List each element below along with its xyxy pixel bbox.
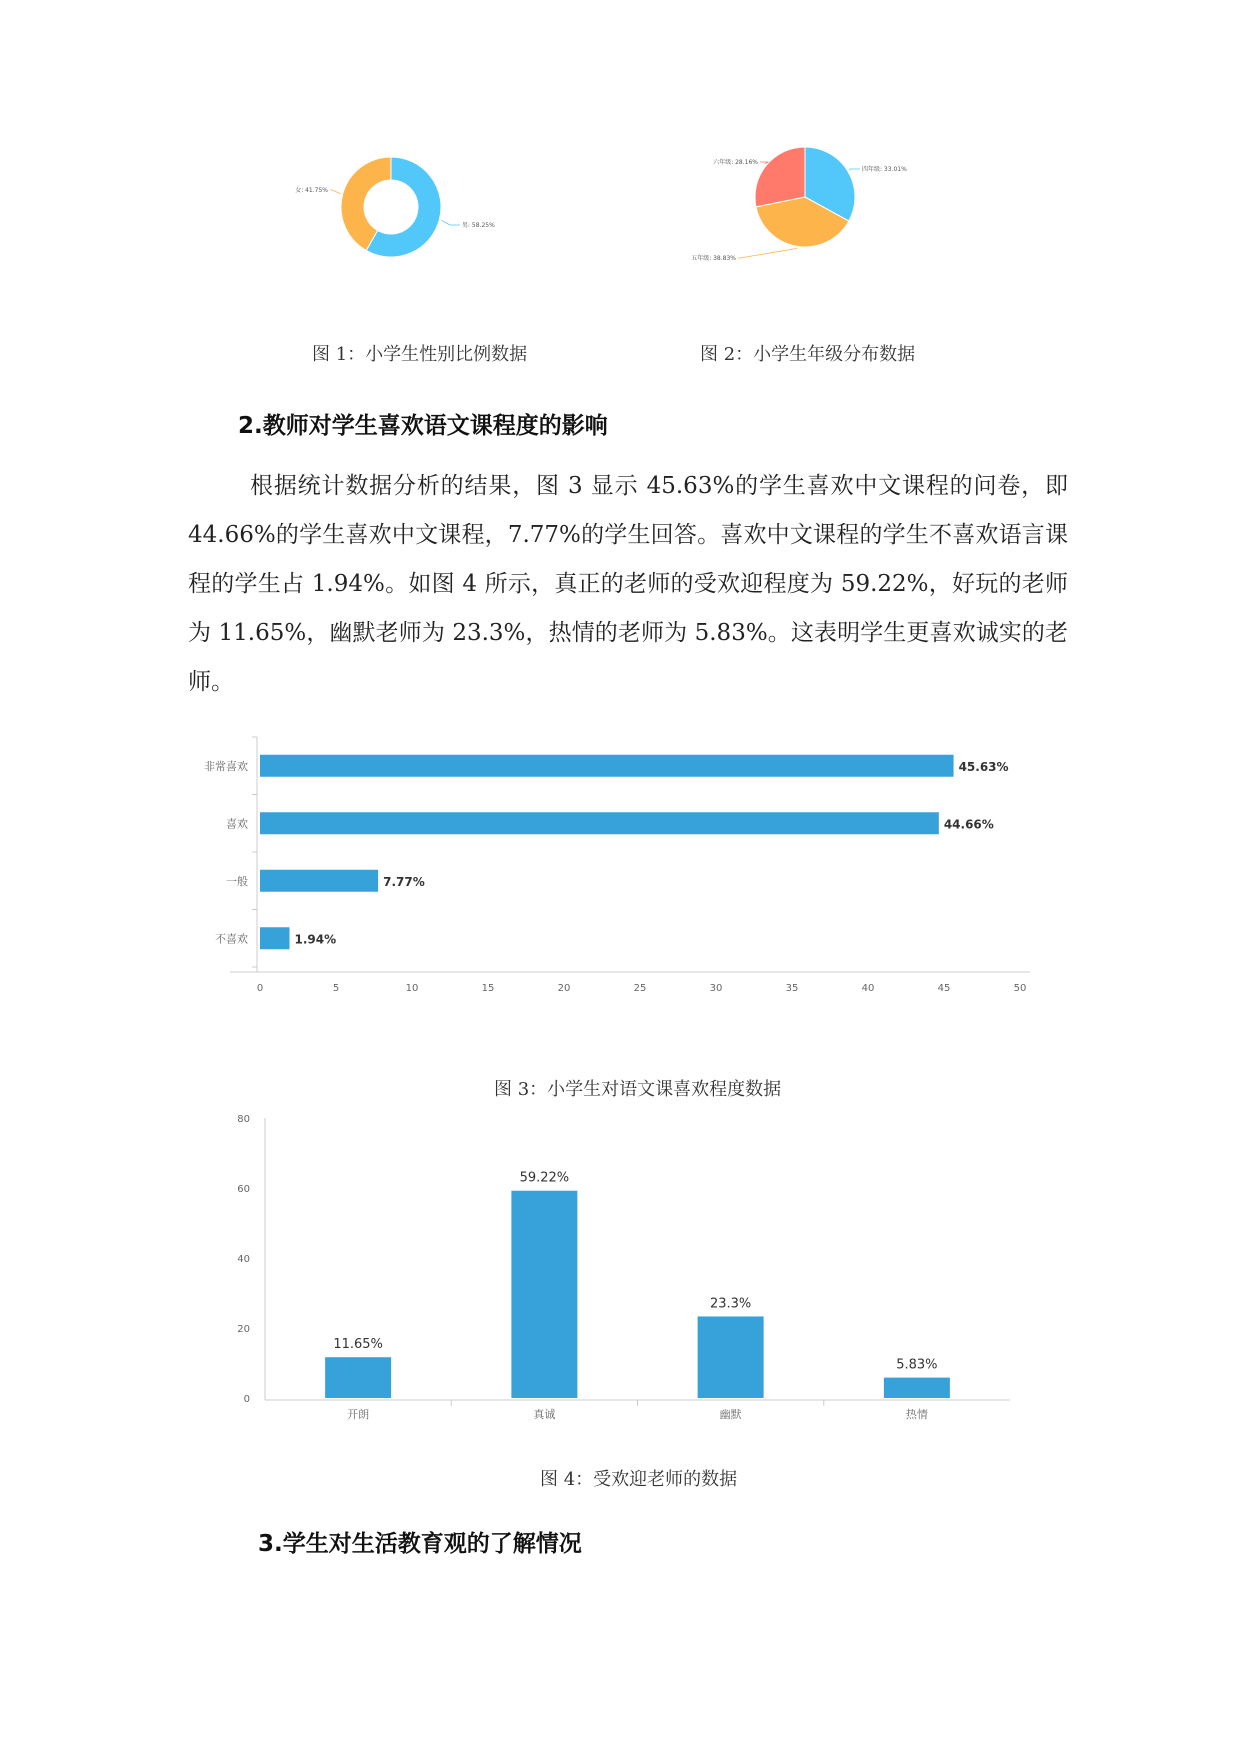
x-tick-label: 35: [785, 983, 799, 994]
bar: [260, 755, 954, 777]
data-label: 11.65%: [333, 1337, 383, 1353]
x-tick-label: 10: [405, 983, 419, 994]
bar: [260, 870, 378, 892]
figure-2-caption: 图 2：小学生年级分布数据: [700, 344, 916, 365]
paragraph-text: 根据统计数据分析的结果，图 3 显示 45.63%的学生喜欢中文课程的问卷，即 44.66%的学生喜欢中文课程，7.77%的学生回答。喜欢中文课程的学生不喜欢语言课程的学生占 1.94%。如图 4 所示，真正的老师的受欢迎程度为 59.22%，好玩的老师为 11.65%，幽默老师为 23.3%，热情的老师为 5.83%。这表明学生更喜欢诚实的老师。: [188, 473, 1068, 695]
x-tick-label: 5: [332, 983, 340, 994]
x-tick-label: 25: [633, 983, 647, 994]
x-tick-label: 45: [937, 983, 951, 994]
figure-4-caption: 图 4：受欢迎老师的数据: [540, 1469, 738, 1490]
y-tick-label: 20: [237, 1324, 250, 1335]
section-3-heading: 3.学生对生活教育观的了解情况: [258, 1531, 582, 1557]
category-label: 喜欢: [226, 817, 248, 831]
data-label: 45.63%: [958, 759, 1009, 774]
bar: [325, 1357, 391, 1398]
category-label: 热情: [905, 1408, 928, 1421]
pie-slice-label: 六年级: 28.16%: [713, 159, 758, 166]
y-tick-label: 60: [237, 1184, 250, 1195]
bar: [511, 1191, 577, 1398]
x-tick-label: 30: [709, 983, 723, 994]
pie-slice-label: 女: 41.75%: [295, 187, 328, 194]
category-label: 幽默: [719, 1408, 742, 1421]
category-label: 非常喜欢: [204, 759, 248, 773]
chart-gender-donut: [295, 150, 520, 275]
figure-1-caption: 图 1：小学生性别比例数据: [312, 344, 528, 365]
x-tick-label: 15: [481, 983, 495, 994]
pie-slice-label: 五年级: 38.83%: [691, 255, 736, 262]
x-tick-label: 0: [256, 983, 264, 994]
category-label: 真诚: [533, 1408, 556, 1421]
body-paragraph: [188, 462, 1068, 707]
bar: [698, 1316, 764, 1398]
x-tick-label: 50: [1013, 983, 1027, 994]
pie-leader-line: [441, 220, 460, 225]
data-label: 59.22%: [519, 1170, 570, 1186]
data-label: 23.3%: [709, 1296, 752, 1312]
data-label: 1.94%: [294, 932, 337, 947]
chart-grade-pie: [691, 150, 960, 300]
figure-3-caption: 图 3：小学生对语文课喜欢程度数据: [494, 1079, 782, 1100]
pie-slice-label: 男: 58.25%: [462, 222, 495, 229]
x-tick-label: 40: [861, 983, 875, 994]
chart-teacher-vbar: [220, 1110, 1020, 1430]
y-tick-label: 0: [243, 1394, 250, 1405]
chart-liking-hbar: [190, 735, 1050, 1020]
pie-leader-line: [850, 169, 860, 171]
bar: [260, 812, 939, 834]
data-label: 44.66%: [943, 817, 994, 832]
data-label: 5.83%: [896, 1357, 938, 1373]
x-tick-label: 20: [557, 983, 571, 994]
pie-leader-line: [738, 248, 797, 258]
y-tick-label: 80: [237, 1114, 250, 1125]
bar: [884, 1378, 950, 1398]
category-label: 一般: [226, 874, 248, 888]
pie-leader-line: [760, 162, 768, 164]
category-label: 开朗: [347, 1408, 370, 1421]
data-label: 7.77%: [383, 874, 425, 889]
section-2-heading: 2.教师对学生喜欢语文课程度的影响: [238, 413, 608, 439]
bar: [260, 927, 289, 949]
pie-slice: [755, 147, 805, 207]
y-tick-label: 40: [237, 1254, 250, 1265]
pie-slice-label: 四年级: 33.01%: [862, 166, 907, 173]
pie-leader-line: [330, 190, 341, 194]
category-label: 不喜欢: [215, 932, 248, 946]
